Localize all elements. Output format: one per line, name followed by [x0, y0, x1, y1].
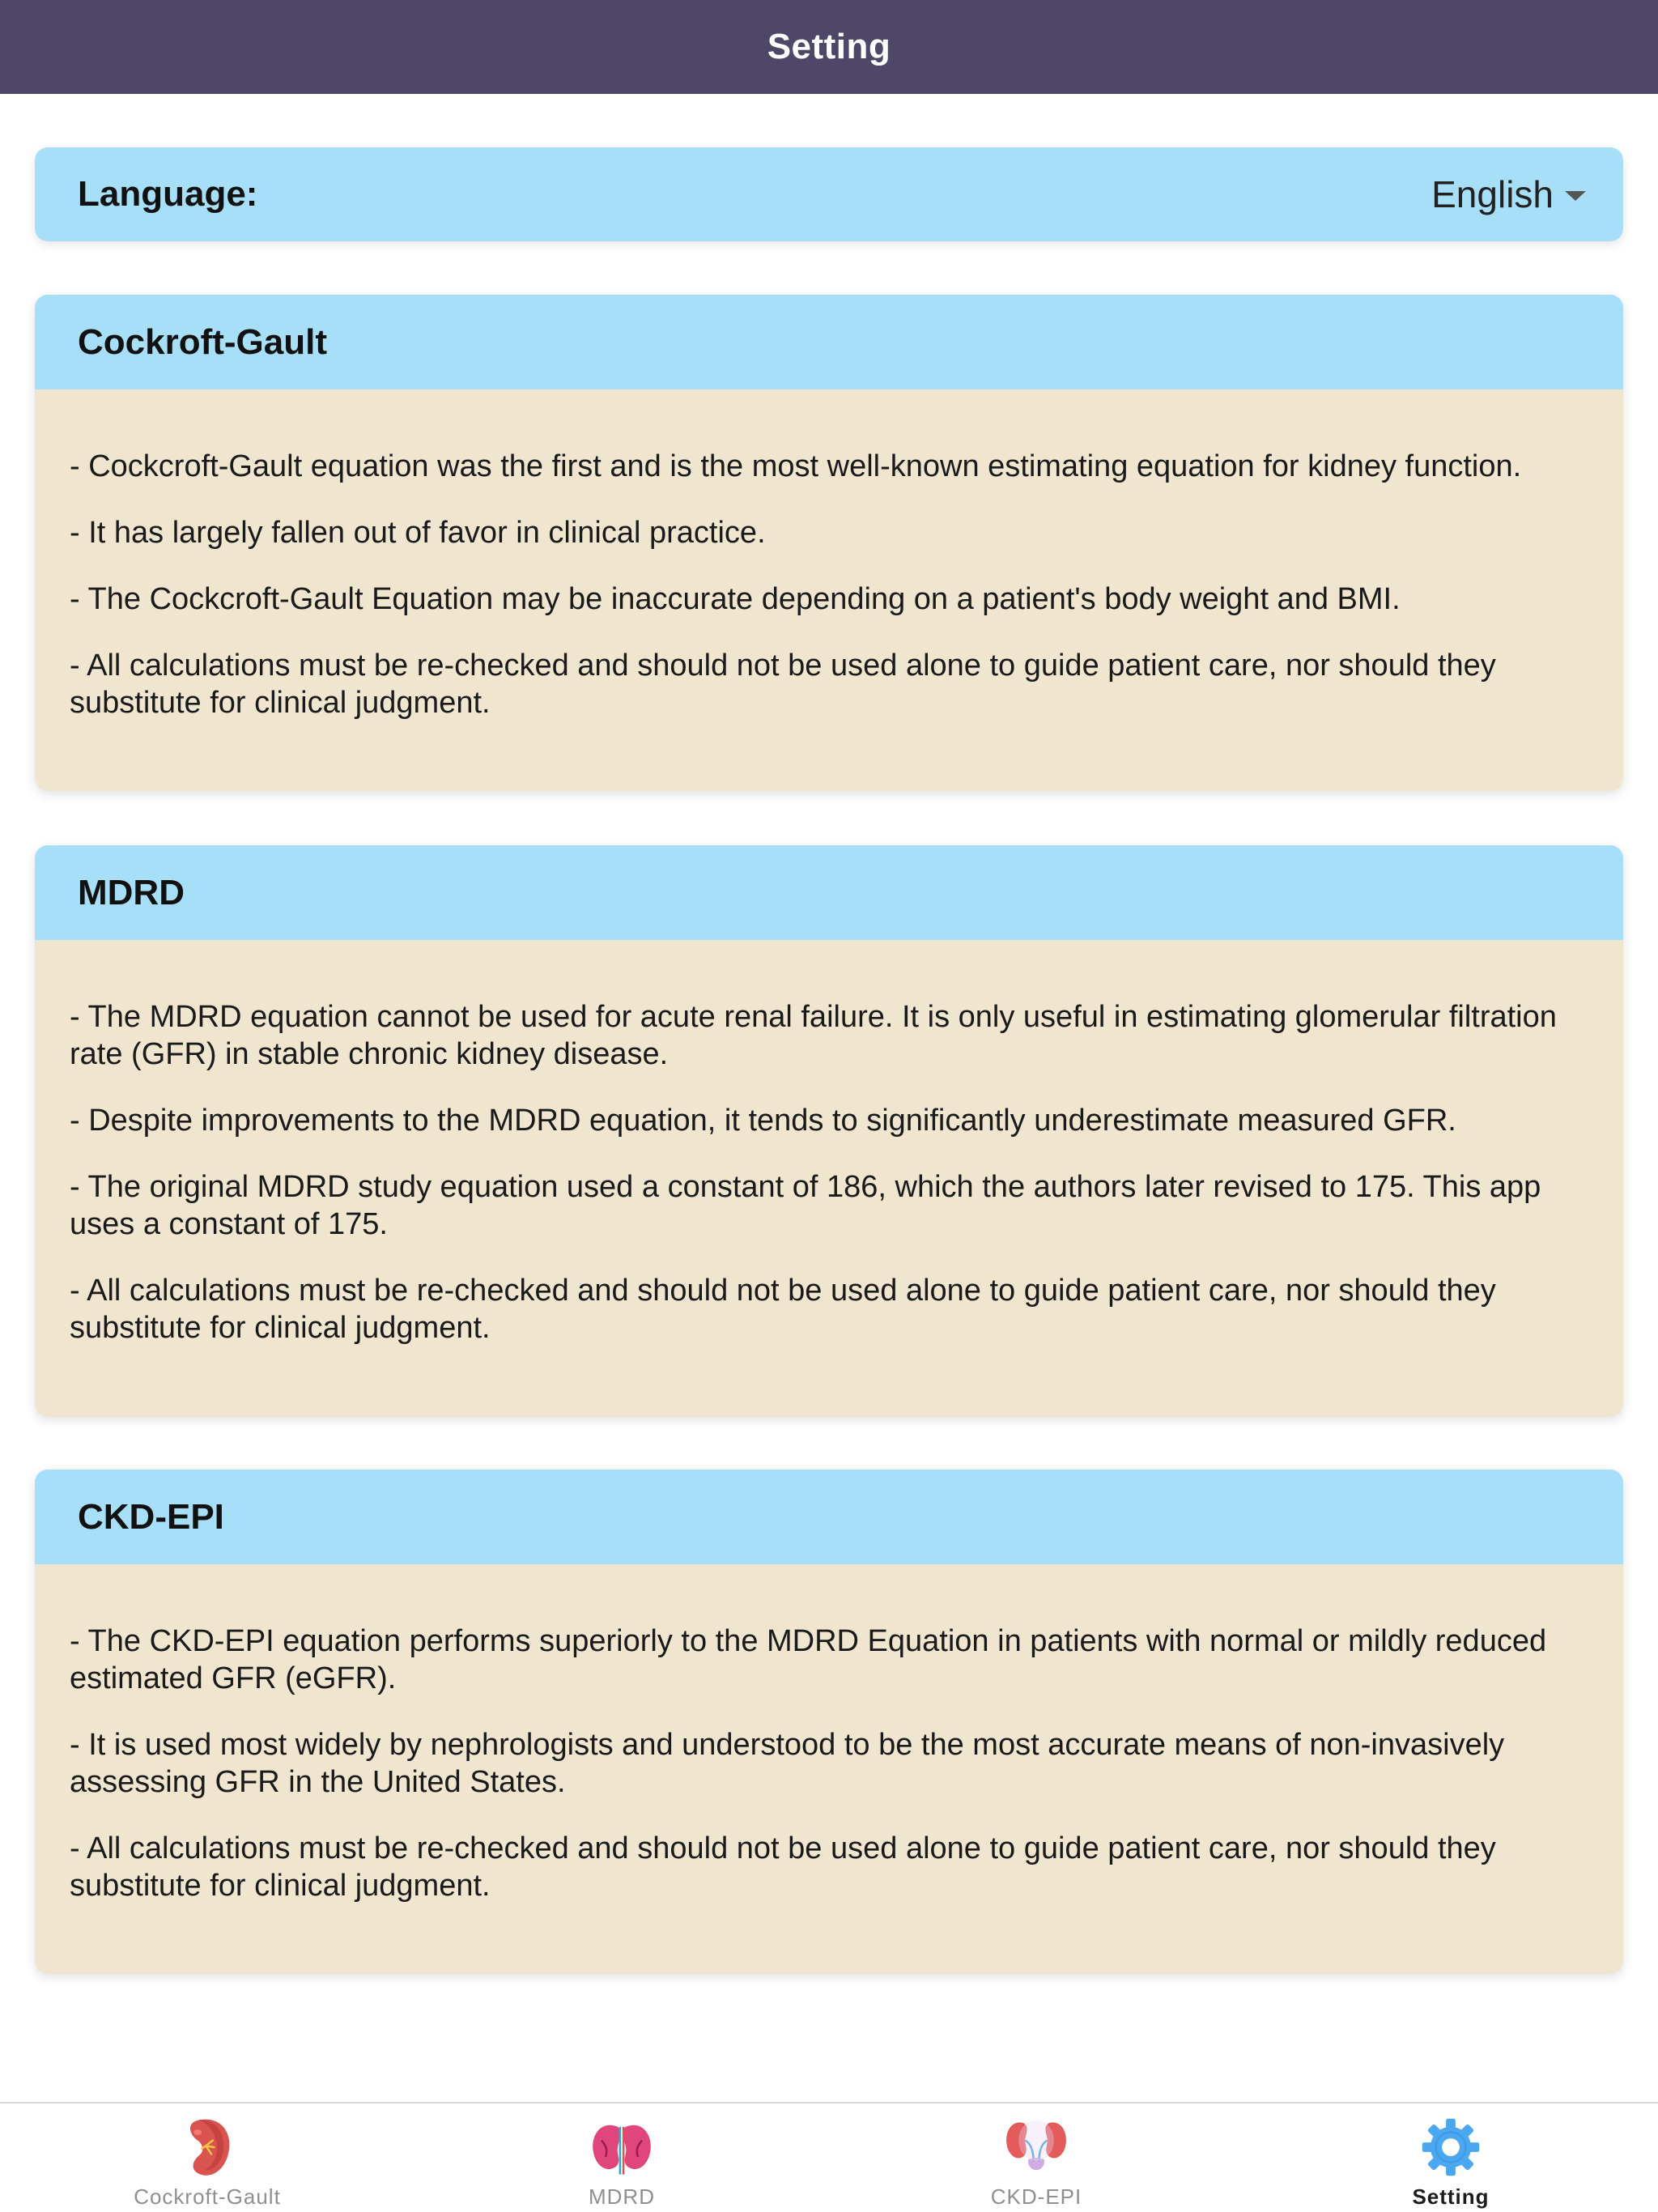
tab-bar: [0, 2102, 1658, 2212]
info-paragraph: - All calculations must be re-checked and should not be used alone to guide patient care, nor should they substitute for clinical judgment.: [70, 649, 1496, 720]
info-paragraph: - The Cockcroft-Gault Equation may be inaccurate depending on a patient's body weight and BMI.: [70, 582, 1401, 616]
navigation-bar: [0, 0, 1658, 94]
page-title: Setting: [767, 27, 891, 66]
language-setting-card: [35, 147, 1623, 241]
info-paragraph: - All calculations must be re-checked and should not be used alone to guide patient care, nor should they substitute for clinical judgment.: [70, 1274, 1496, 1345]
tab-mdrd[interactable]: [414, 2104, 829, 2212]
cockroft-gault-info-card: [35, 295, 1623, 791]
card-header: [35, 1470, 1623, 1564]
info-paragraph: - It has largely fallen out of favor in clinical practice.: [70, 516, 766, 550]
kidney-icon: [173, 2113, 241, 2181]
info-paragraph: - Despite improvements to the MDRD equation, it tends to significantly underestimate measured GFR.: [70, 1104, 1456, 1138]
card-title: Cockroft-Gault: [78, 321, 327, 362]
info-paragraph: - Cockcroft-Gault equation was the first and is the most well-known estimating equation for kidney function.: [70, 449, 1522, 483]
tab-setting[interactable]: [1244, 2104, 1658, 2212]
mdrd-info-card: [35, 845, 1623, 1417]
kidneys-bladder-icon: [1002, 2113, 1070, 2181]
language-label: Language:: [78, 174, 258, 214]
gear-icon: [1417, 2113, 1485, 2181]
card-body: [35, 1564, 1623, 1904]
card-title: CKD-EPI: [78, 1496, 224, 1537]
info-paragraph: - The MDRD equation cannot be used for acute renal failure. It is only useful in estimating glomerular filtration rate (GFR) in stable chronic kidney disease.: [70, 1000, 1557, 1071]
card-header: [35, 295, 1623, 389]
info-paragraph: - The CKD-EPI equation performs superiorly to the MDRD Equation in patients with normal or mildly reduced estimated GFR (eGFR).: [70, 1624, 1547, 1695]
tab-cockroft-gault[interactable]: [0, 2104, 414, 2212]
kidneys-icon: [588, 2113, 656, 2181]
card-body: [35, 940, 1623, 1346]
ckd-epi-info-card: [35, 1470, 1623, 1974]
card-body: [35, 389, 1623, 721]
card-title: MDRD: [78, 872, 185, 912]
info-paragraph: - It is used most widely by nephrologists and understood to be the most accurate means of non-invasively assessing GFR in the United States.: [70, 1728, 1505, 1799]
tab-label: Cockroft-Gault: [134, 2184, 281, 2209]
info-paragraph: - The original MDRD study equation used a constant of 186, which the authors later revised to 175. This app uses a constant of 175.: [70, 1170, 1541, 1241]
language-dropdown[interactable]: [1431, 172, 1586, 216]
caret-down-icon: [1565, 191, 1586, 201]
tab-label: Setting: [1412, 2184, 1490, 2209]
language-selected-value: English: [1431, 173, 1554, 215]
tab-label: MDRD: [589, 2184, 655, 2209]
tab-label: CKD-EPI: [990, 2184, 1082, 2209]
tab-ckd-epi[interactable]: [829, 2104, 1244, 2212]
card-header: [35, 845, 1623, 940]
info-paragraph: - All calculations must be re-checked and should not be used alone to guide patient care, nor should they substitute for clinical judgment.: [70, 1831, 1496, 1903]
